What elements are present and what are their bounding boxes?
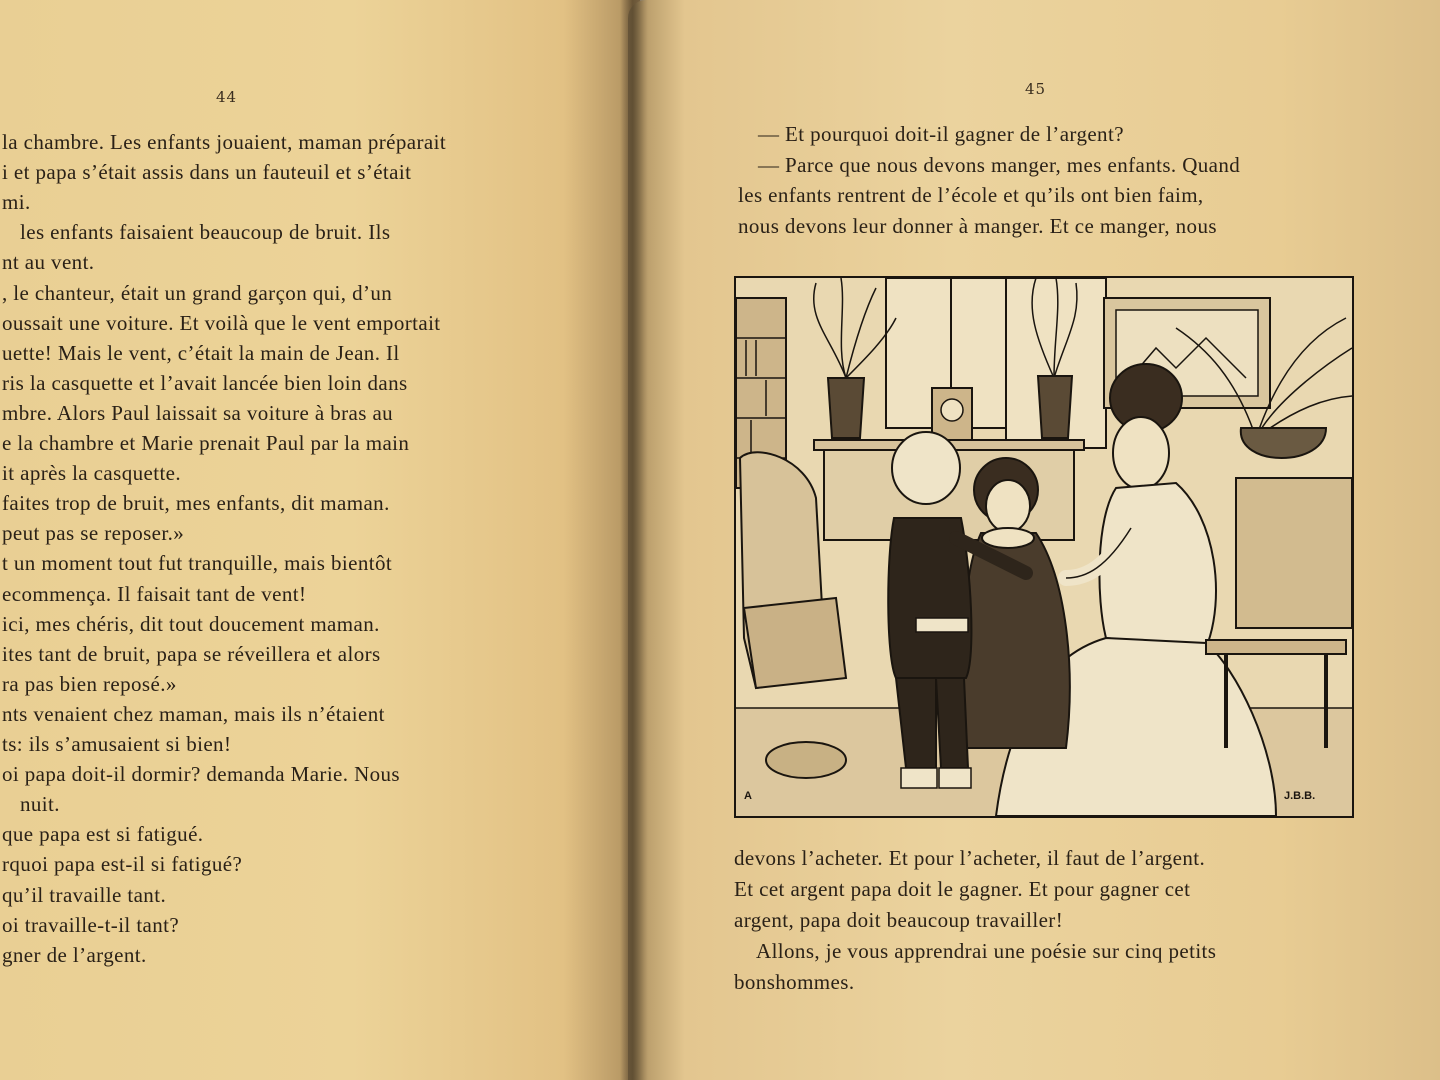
text-line: — Et pourquoi doit-il gagner de l’argent?: [758, 122, 1124, 146]
text-line: faites trop de bruit, mes enfants, dit maman.: [2, 491, 390, 516]
text-line: peut pas se reposer.»: [2, 521, 185, 546]
text-line: ra pas bien reposé.»: [2, 671, 177, 696]
book-gutter: [620, 0, 648, 1080]
text-line: i et papa s’était assis dans un fauteuil et s’était: [2, 160, 412, 185]
illustration-signature: J.B.B.: [1284, 790, 1316, 802]
illustration-drawing: [736, 278, 1352, 816]
text-line: e la chambre et Marie prenait Paul par la main: [2, 431, 410, 455]
text-line: que papa est si fatigué.: [2, 822, 204, 847]
text-line: nt au vent.: [2, 250, 95, 275]
text-line: ites tant de bruit, papa se réveillera et alors: [2, 641, 381, 666]
text-line: oi papa doit-il dormir? demanda Marie. Nous: [2, 762, 401, 787]
text-line: nuit.: [20, 792, 60, 817]
text-line: rquoi papa est-il si fatigué?: [2, 852, 243, 877]
text-line: — Parce que nous devons manger, mes enfants. Quand: [758, 152, 1241, 177]
text-line: , le chanteur, était un grand garçon qui, d’un: [2, 280, 393, 305]
page-number-right: 45: [1025, 80, 1047, 98]
text-line: ris la casquette et l’avait lancée bien loin dans: [2, 370, 408, 395]
text-line: Allons, je vous apprendrai une poésie sur cinq petits: [756, 939, 1217, 963]
illustration-monogram: A: [744, 790, 752, 802]
text-line: oussait une voiture. Et voilà que le vent emportait: [2, 310, 441, 335]
text-line: les enfants rentrent de l’école et qu’ils ont bien faim,: [738, 183, 1204, 207]
text-line: les enfants faisaient beaucoup de bruit. Ils: [20, 220, 391, 245]
text-line: Et cet argent papa doit le gagner. Et pour gagner cet: [734, 877, 1191, 901]
text-line: la chambre. Les enfants jouaient, maman préparait: [2, 130, 447, 154]
text-line: bonshommes.: [734, 970, 855, 994]
text-line: qu’il travaille tant.: [2, 882, 167, 907]
text-line: uette! Mais le vent, c’était la main de Jean. Il: [2, 340, 400, 365]
page-number-left: 44: [216, 88, 238, 106]
text-line: argent, papa doit beaucoup travailler!: [734, 908, 1064, 932]
text-line: ts: ils s’amusaient si bien!: [2, 732, 232, 756]
text-line: ecommença. Il faisait tant de vent!: [2, 581, 307, 606]
text-line: oi travaille-t-il tant?: [2, 912, 180, 937]
text-line: nous devons leur donner à manger. Et ce manger, nous: [738, 213, 1217, 238]
text-line: nts venaient chez maman, mais ils n’étaient: [2, 701, 385, 726]
text-line: gner de l’argent.: [2, 942, 147, 967]
text-line: it après la casquette.: [2, 461, 182, 486]
text-line: devons l’acheter. Et pour l’acheter, il faut de l’argent.: [734, 846, 1206, 870]
text-line: ici, mes chéris, dit tout doucement maman.: [2, 611, 380, 636]
text-line: mi.: [2, 190, 31, 215]
text-line: t un moment tout fut tranquille, mais bientôt: [2, 551, 393, 576]
text-line: mbre. Alors Paul laissait sa voiture à bras au: [2, 400, 394, 425]
left-page: [0, 0, 640, 1080]
illustration: [734, 276, 1354, 818]
